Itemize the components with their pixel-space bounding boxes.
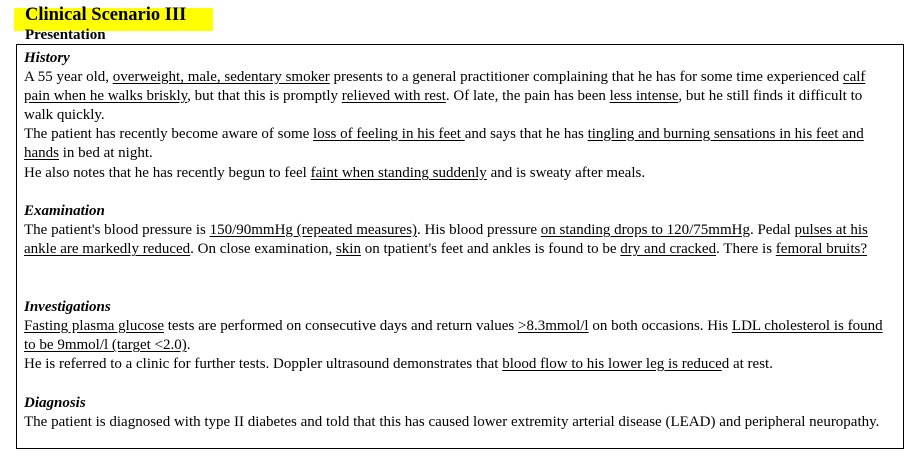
diagnosis-heading: Diagnosis <box>24 395 86 411</box>
text: in bed at night. <box>59 145 153 162</box>
title-block <box>14 4 186 26</box>
text: tests are performed on consecutive days and return values <box>163 318 519 334</box>
diagnosis-paragraph: The patient is diagnosed with type II diabetes and told that this has caused lower extremity arterial disease (LEAD) and peripheral neuropathy. <box>24 414 880 430</box>
underlined-text: overweight, male, sedentary smoker <box>112 69 330 85</box>
text: and says that he has <box>464 126 588 142</box>
investigations-paragraph-2 <box>24 355 886 374</box>
history-paragraph-2 <box>24 125 886 163</box>
text: He is referred to a clinic for further tests. Doppler ultrasound demonstrates that <box>24 356 503 372</box>
text: . His blood pressure <box>417 222 541 238</box>
text: . <box>186 337 191 354</box>
examination-paragraph <box>24 221 886 259</box>
text: . Pedal <box>749 222 795 238</box>
text: . Of late, the pain has been <box>445 88 610 105</box>
underlined-text: tingling and burning sensations in his feet and hands <box>24 126 864 162</box>
text: on both occasions. His <box>588 318 732 334</box>
history-paragraph-1 <box>24 68 886 126</box>
text: , but that this is promptly <box>187 88 342 105</box>
text: He also notes that he has recently begun to feel <box>24 165 311 181</box>
underlined-text: less intense <box>609 88 679 105</box>
underlined-text: Fasting plasma glucose <box>24 318 164 334</box>
text: The patient's blood pressure is <box>24 222 210 238</box>
underlined-text: loss of feeling in his feet <box>313 126 465 142</box>
history-paragraph-3 <box>24 164 886 183</box>
text: , but he still finds it difficult to walk quickly. <box>24 88 863 124</box>
text: . There is <box>716 241 776 258</box>
history-heading: History <box>24 50 70 66</box>
text: d at rest. <box>721 356 773 372</box>
underlined-text: blood flow to his lower leg is reduce <box>502 356 722 372</box>
investigations-heading: Investigations <box>24 299 111 315</box>
underlined-text: dry and cracked <box>620 241 717 258</box>
text: A 55 year old, <box>24 69 113 85</box>
examination-heading: Examination <box>24 203 105 219</box>
underlined-text: skin <box>335 241 361 258</box>
presentation-heading: Presentation <box>25 27 106 43</box>
underlined-text: >8.3mmol/l <box>518 318 589 334</box>
text: The patient has recently become aware of some <box>24 126 314 142</box>
underlined-text: LDL cholesterol is found to be 9mmol/l (target <2.0) <box>24 318 883 354</box>
underlined-text: pulses at his ankle are markedly reduced <box>24 222 868 258</box>
underlined-text: faint when standing suddenly <box>310 165 487 181</box>
underlined-text: on standing drops to 120/75mmHg <box>540 222 750 238</box>
text: and is sweaty after meals. <box>486 165 646 181</box>
text: on tpatient's feet and ankles is found to be <box>360 241 621 258</box>
underlined-text: calf pain when he walks briskly <box>24 69 866 105</box>
underlined-text: relieved with rest <box>341 88 446 105</box>
page-title: Clinical Scenario III <box>25 5 187 25</box>
text: presents to a general practitioner complaining that he has for some time experienced <box>329 69 843 85</box>
underlined-text: femoral bruits? <box>775 241 868 258</box>
underlined-text: 150/90mmHg (repeated measures) <box>209 222 418 238</box>
investigations-paragraph-1 <box>24 317 886 355</box>
text: . On close examination, <box>190 241 336 258</box>
